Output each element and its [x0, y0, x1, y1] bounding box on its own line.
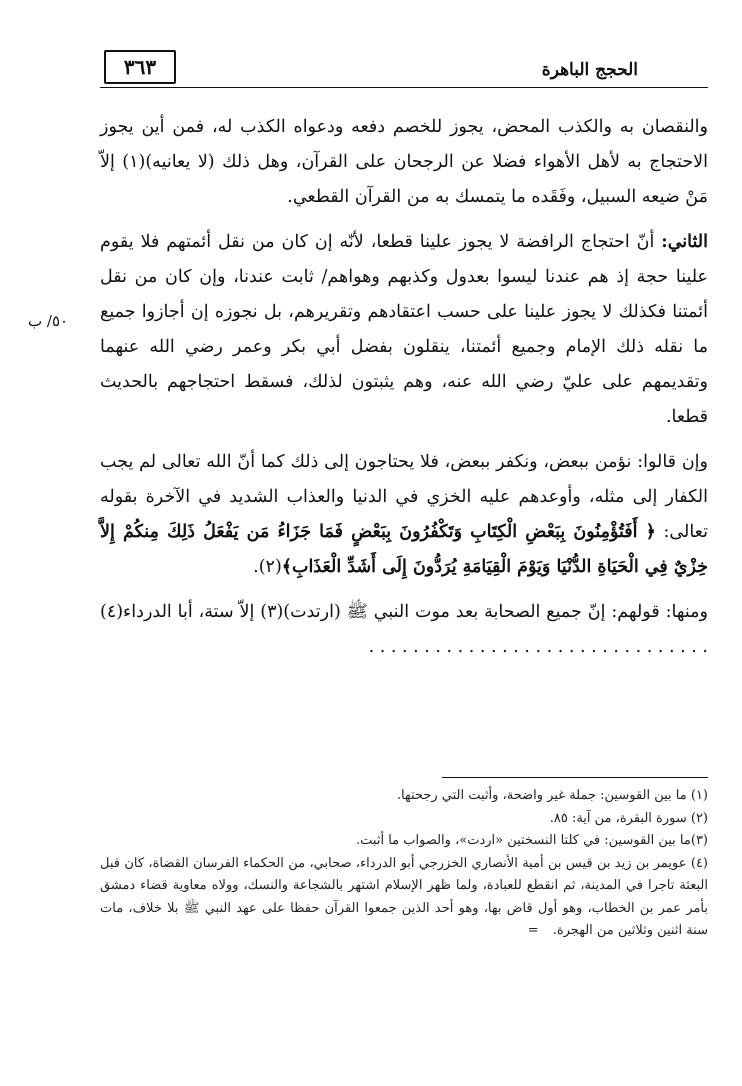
footnote-1: (١) ما بين القوسين: جملة غير واضحة، وأثبت التي رجحتها.: [396, 788, 708, 803]
footnote-4: [100, 853, 708, 943]
footnote-2: (٢) سورة البقرة، من آية: ٨٥.: [549, 810, 708, 826]
main-text: [100, 110, 708, 665]
paragraph-2-lead: الثاني:: [661, 232, 708, 252]
running-title: الحجج الباهرة: [541, 60, 638, 80]
paragraph-2-text: أنّ احتجاج الرافضة لا يجوز علينا قطعا، لأنّه إن كان من نقل أئمتهم فلا يقوم علينا حجة إذ هم عندنا ليسوا بعدول وكذبهم وهواهم/ ثابت عندنا، وإن كان من نقل أئمتنا فكذلك لا يجوز علينا على حسب اعتقادهم وتقريرهم، بل نجوزه إن أجازوا جميع ما نقله ذلك الإمام وجميع أئمتنا، ينقلون بفضل أبي بكر وعمر رضي الله عنهما وتقديمهم على عليّ رضي الله عنه، وهم يثبتون لذلك، فسقط احتجاجهم بالحديث قطعا.: [100, 232, 708, 427]
quran-verse: ﴿ أَفَتُؤْمِنُونَ بِبَعْضِ الْكِتَابِ وَتَكْفُرُونَ بِبَعْضٍ فَمَا جَزَاءُ مَن يَفْعَلُ ذَلِكَ مِنكُمْ إِلاَّ خِزْيٌ فِي الْحَيَاةِ الدُّنْيَا وَيَوْمَ الْقِيَامَةِ يُرَدُّونَ إِلَى أَشَدِّ الْعَذَابِ﴾: [100, 522, 708, 577]
paragraph-2: [100, 225, 708, 435]
quran-reference: (٢).: [253, 557, 282, 577]
paragraph-3: [100, 445, 708, 585]
footnote-3: (٣)ما بين القوسين: في كلتا النسختين «اردت»، والصواب ما أثبت.: [356, 833, 708, 848]
paragraph-3-text: وإن قالوا: نؤمن ببعض، ونكفر ببعض، فلا يحتاجون إلى ذلك كما أنّ الله تعالى لم يجب الكفار إلى مثله، وأوعدهم عليه الخزي في الدنيا والعذاب الشديد في الآخرة بقوله تعالى:: [100, 452, 708, 542]
paragraph-1: والنقصان به والكذب المحض، يجوز للخصم دفعه ودعواه الكذب له، فمن أين يجوز الاحتجاج به لأهل الأهواء فضلا عن الرجحان على القرآن، وهل ذلك (لا يعانيه)(١) إلاّ مَنْ ضيعه السبيل، وفَقَده ما يتمسك به من القرآن القطعي.: [100, 117, 708, 207]
footnote-4-text: (٤) عويمر بن زيد بن قيس بن أمية الأنصاري الخزرجي أبو الدرداء، صحابي، من الحكماء الفرسان القضاة، كان قبل البعثة تاجرا في المدينة، ثم انقطع للعبادة، ولما ظهر الإسلام اشتهر بالشجاعة والنسك، وولاه معاوية قضاء دمشق بأمر عمر بن الخطاب، وهو أول قاض بها، وهو أحد الذين جمعوا القرآن حفظا على عهد النبي ﷺ بلا خلاف، مات سنة اثنين وثلاثين من الهجرة.: [100, 855, 708, 938]
footnotes: [100, 785, 708, 943]
manuscript-folio-note: ٥٠/ ب: [28, 312, 69, 330]
paragraph-4: ومنها: قولهم: إنّ جميع الصحابة بعد موت النبي ﷺ (ارتدت)(٣) إلاّ ستة، أبا الدرداء(٤) . . . . . . . . . . . . . . . . . . . . . . . . . . . . . . .: [100, 602, 708, 657]
footnote-rule: [442, 777, 708, 778]
footnote-continuation-mark: =: [527, 923, 539, 938]
header-rule: [100, 87, 708, 88]
page-number: ٣٦٣: [104, 50, 176, 84]
